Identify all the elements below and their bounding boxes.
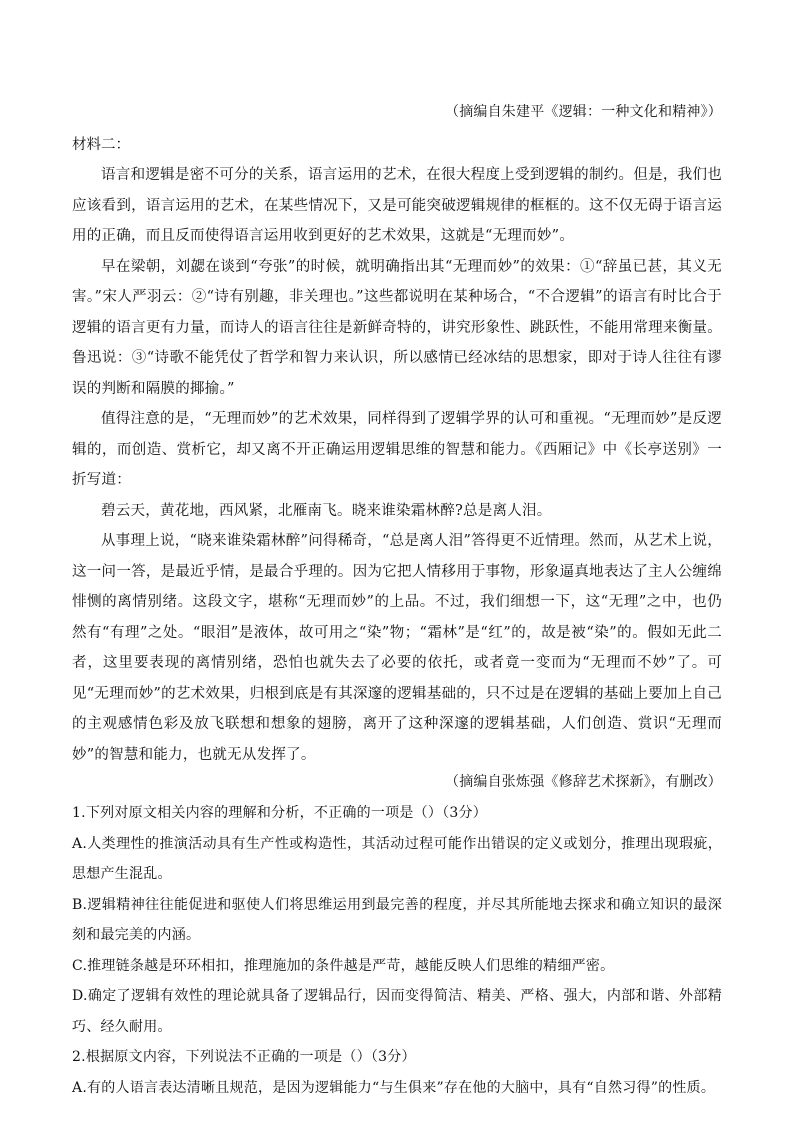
- question-1: 1.下列对原文相关内容的理解和分析，不正确的一项是（）（3分）: [72, 805, 488, 821]
- paragraph-2: 早在梁朝，刘勰在谈到“夸张”的时候，就明确指出其“无理而妙”的效果：①“辞虽已甚，其义无害。”宋人严羽云：②“诗有别趣，非关理也。”这些都说明在某种场合，“不合逻辑”的语言有时比合于逻辑的语言更有力量，而诗人的语言往往是新鲜奇特的，讲究形象性、跳跃性，不能用常理来衡量。鲁迅说：③“诗歌不能凭仗了哲学和智力来认识，所以感情已经冰结的思想家，即对于诗人往往有谬误的判断和隔膜的揶揄。”: [72, 258, 722, 397]
- question-2-option-a: A.有的人语言表达清晰且规范，是因为逻辑能力“与生俱来”存在他的大脑中，具有“自然习得”的性质。: [72, 1079, 716, 1096]
- material-label: 材料二：: [72, 137, 130, 153]
- question-1-option-d: D.确定了逻辑有效性的理论就具备了逻辑品行，因而变得简洁、精美、严格、强大，内部和谐、外部精巧、经久耐用。: [72, 988, 722, 1035]
- source-citation-2: （摘编自张炼强《修辞艺术探新》，有删改）: [445, 774, 722, 790]
- poem-quote: 碧云天，黄花地，西风紧，北雁南飞。晓来谁染霜林醉?总是离人泪。: [101, 502, 552, 519]
- paragraph-5: 从事理上说，“晓来谁染霜林醉”问得稀奇，“总是离人泪”答得更不近情理。然而，从艺术上说，这一问一答，是最近乎情，是最合乎理的。因为它把人情移用于事物，形象逼真地表达了主人公缠绵悱恻的离情别绪。这段文字，堪称“无理而妙”的上品。不过，我们细想一下，这“无理”之中，也仍然有“有理”之处。“眼泪”是液体，故可用之“染”物；“霜林”是“红”的，故是被“染”的。假如无此二者，这里要表现的离情别绪，恐怕也就失去了必要的依托，或者竟一变而为“无理而不妙”了。可见“无理而妙”的艺术效果，归根到底是有其深邃的逻辑基础的，只不过是在逻辑的基础上要加上自己的主观感情色彩及放飞联想和想象的翅膀，离开了这种深邃的逻辑基础，人们创造、赏识“无理而妙”的智慧和能力，也就无从发挥了。: [72, 533, 722, 763]
- question-1-option-a: A.人类理性的推演活动具有生产性或构造性，其活动过程可能作出错误的定义或划分，推理出现瑕疵，思想产生混乱。: [72, 835, 722, 882]
- question-1-option-b: B.逻辑精神往往能促进和驱使人们将思维运用到最完善的程度，并尽其所能地去探求和确立知识的最深刻和最完美的内涵。: [72, 896, 722, 943]
- question-2: 2.根据原文内容，下列说法不正确的一项是（）（3分）: [72, 1049, 416, 1065]
- source-citation-1: （摘编自朱建平《逻辑：一种文化和精神》）: [445, 104, 722, 120]
- paragraph-3: 值得注意的是，“无理而妙”的艺术效果，同样得到了逻辑学界的认可和重视。“无理而妙”是反逻辑的，而创造、赏析它，却又离不开正确运用逻辑思维的智慧和能力。《西厢记》中《长亭送别》一折写道：: [72, 411, 722, 488]
- paragraph-1: 语言和逻辑是密不可分的关系，语言运用的艺术，在很大程度上受到逻辑的制约。但是，我们也应该看到，语言运用的艺术，在某些情况下，又是可能突破逻辑规律的框框的。这不仅无碍于语言运用的正确，而且反而使得语言运用收到更好的艺术效果，这就是“无理而妙”。: [72, 167, 722, 244]
- question-1-option-c: C.推理链条越是环环相扣，推理施加的条件越是严苛，越能反映人们思维的精细严密。: [72, 957, 615, 974]
